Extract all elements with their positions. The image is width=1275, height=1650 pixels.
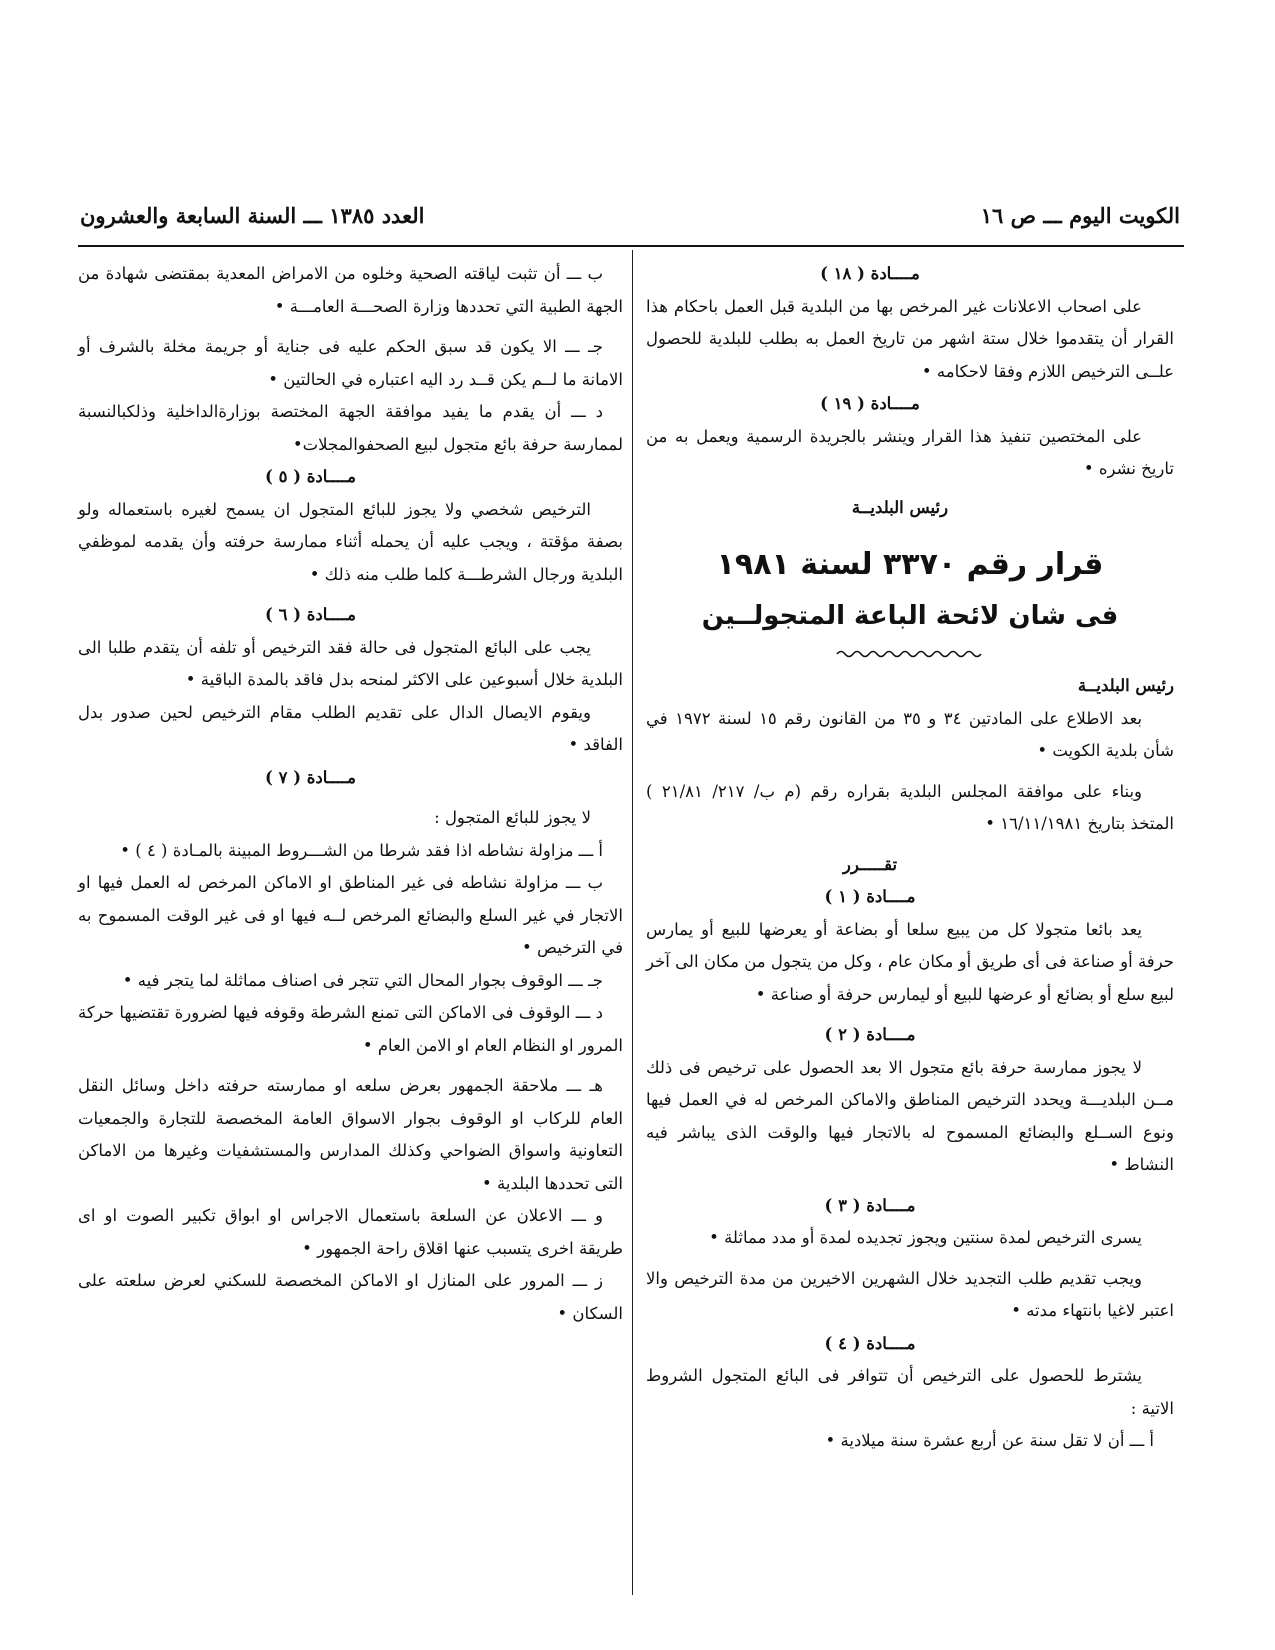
article-3-text-2: ويجب تقديم طلب التجديد خلال الشهرين الاخيرين من مدة الترخيص والا اعتبر لاغيا بانتهاء مدته • (646, 1268, 1174, 1320)
article-7-item-d: د ـــ الوقوف فى الاماكن التى تمنع الشرطة وقوفه فيها لضرورة تقتضيها حركة المرور او النظام العام او الامن العام • (78, 1003, 623, 1055)
article-7-item-e: هـ ـــ ملاحقة الجمهور بعرض سلعه او ممارسته حرفته داخل وسائل النقل العام للركاب او الوقوف بجوار الاسواق العامة المخصصة للتجارة والجمعيات التعاونية واسواق الضواحي وكذلك المدارس والمستشفيات وغيرها من الاماكن التى تحددها البلدية • (78, 1076, 623, 1193)
article-7-item-c: جـ ـــ الوقوف بجوار المحال التي تتجر فى اصناف مماثلة لما يتجر فيه • (122, 970, 603, 990)
article-4-heading: مــــادة ( ٤ ) (824, 1333, 916, 1353)
signature: رئيس البلديــة (851, 497, 949, 517)
article-4-text: يشترط للحصول على الترخيص أن تتوافر فى البائع المتجول الشروط الاتية : (646, 1366, 1174, 1418)
article-2-heading: مــــادة ( ٢ ) (824, 1025, 916, 1044)
article-4-item-b: ب ـــ أن تثبت لياقته الصحية وخلوه من الامراض المعدية بمقتضى شهادة من الجهة الطبية التي تحددها وزارة الصحـــة العامـــة • (78, 264, 623, 316)
article-4-item-a: أ ـــ أن لا تقل سنة عن أربع عشرة سنة ميلادية • (825, 1431, 1154, 1450)
issuer-line: رئيس البلديــة (1077, 676, 1174, 695)
right-column (646, 258, 1174, 1458)
article-2-text: لا يجوز ممارسة حرفة بائع متجول الا بعد الحصول على ترخيص فى ذلك مــن البلديـــة ويحدد الترخيص المناطق والاماكن المرخص له في العمل فيها ونوع الســلع والبضائع المسموح له بالاتجار فيها والوقت الذى يباشر فيه النشاط • (646, 1057, 1174, 1174)
header-publication: الكويت اليوم ـــ ص ١٦ (980, 203, 1180, 228)
column-divider (632, 250, 633, 1595)
article-18-text: على اصحاب الاعلانات غير المرخص بها من البلدية قبل العمل باحكام هذا القرار أن يتقدموا خلال ستة اشهر من تاريخ العمل به بطلب للبلدية للحصول علــى الترخيص اللازم وفقا لاحكامه • (646, 296, 1174, 381)
article-19-text: على المختصين تنفيذ هذا القرار وينشر بالجريدة الرسمية ويعمل به من تاريخ نشره • (646, 426, 1174, 478)
preamble-1: بعد الاطلاع على المادتين ٣٤ و ٣٥ من القانون رقم ١٥ لسنة ١٩٧٢ في شأن بلدية الكويت • (646, 708, 1174, 760)
article-5-text: الترخيص شخصي ولا يجوز للبائع المتجول ان يسمح لغيره باستعماله ولو بصفة مؤقتة ، ويجب عليه أن يحمله أثناء ممارسة حرفته وأن يقدمه لموظفي البلدية ورجال الشرطـــة كلما طلب منه ذلك • (78, 499, 623, 584)
article-7-intro: لا يجوز للبائع المتجول : (434, 808, 591, 827)
article-7-item-a: أ ـــ مزاولة نشاطه اذا فقد شرطا من الشـــروط المبينة بالمـادة ( ٤ ) • (120, 840, 603, 860)
article-4-item-d: د ـــ أن يقدم ما يفيد موافقة الجهة المختصة بوزارةالداخلية وذلكبالنسبة لممارسة حرفة بائع متجول لبيع الصحفوالمجلات• (78, 402, 623, 454)
decree-title: قرار رقم ٣٣٧٠ لسنة ١٩٨١ (716, 547, 1104, 582)
article-6-text-2: ويقوم الايصال الدال على تقديم الطلب مقام الترخيص لحين صدور بدل الفاقد • (78, 702, 623, 754)
article-1-heading: مــــادة ( ١ ) (824, 887, 916, 906)
article-7-item-f: و ـــ الاعلان عن السلعة باستعمال الاجراس او ابواق تكبير الصوت او اى طريقة اخرى يتسبب عنها اقلاق راحة الجمهور • (78, 1206, 623, 1258)
article-18-heading: مــــادة ( ١٨ ) (820, 264, 920, 283)
article-6-heading: مــــادة ( ٦ ) (265, 605, 356, 624)
article-1-text: يعد بائعا متجولا كل من يبيع سلعا أو بضاعة أو يعرضها للبيع أو يمارس حرفة أو صناعة فى أى طريق أو مكان عام ، وكل من يتجول من مكان الى آخر لبيع سلع أو بضائع أو عرضها للبيع أو ليمارس حرفة أو صناعة • (646, 919, 1174, 1004)
header-rule (78, 245, 1184, 247)
article-5-heading: مــــادة ( ٥ ) (265, 467, 356, 486)
decides-heading: تقـــــرر (842, 854, 898, 874)
decorative-wavy-line (646, 640, 1174, 662)
article-3-text-1: يسرى الترخيص لمدة سنتين ويجوز تجديده لمدة أو مدد مماثلة • (709, 1228, 1142, 1247)
decree-subtitle: فى شان لائحة الباعة المتجولــين (701, 601, 1119, 631)
article-7-item-b: ب ـــ مزاولة نشاطه فى غير المناطق او الاماكن المرخص له العمل فيها او الاتجار في غير السلع والبضائع المرخص لــه فيها او فى غير الوقت المسموح به في الترخيص • (78, 873, 623, 957)
preamble-2: وبناء على موافقة المجلس البلدية بقراره رقم (م ب/ ٢١٧/ ٢١/٨١ ) المتخذ بتاريخ ١٦/١١/١٩٨١ • (646, 781, 1174, 833)
header-issue: العدد ١٣٨٥ ـــ السنة السابعة والعشرون (80, 203, 425, 228)
left-column (78, 258, 623, 1330)
article-7-heading: مــــادة ( ٧ ) (265, 767, 356, 787)
article-3-heading: مــــادة ( ٣ ) (824, 1195, 916, 1215)
article-4-item-c: جـ ـــ الا يكون قد سبق الحكم عليه فى جناية أو جريمة مخلة بالشرف أو الامانة ما لــم يكن قــد رد اليه اعتباره في الحالتين • (78, 337, 623, 389)
article-19-heading: مــــادة ( ١٩ ) (820, 394, 920, 413)
article-7-item-g: ز ـــ المرور على المنازل او الاماكن المخصصة للسكني لعرض سلعته على السكان • (78, 1271, 623, 1323)
article-6-text-1: يجب على البائع المتجول فى حالة فقد الترخيص أو تلفه أن يتقدم طلبا الى البلدية خلال أسبوعين على الاكثر لمنحه بدل فاقد بالمدة الباقية • (78, 637, 623, 689)
